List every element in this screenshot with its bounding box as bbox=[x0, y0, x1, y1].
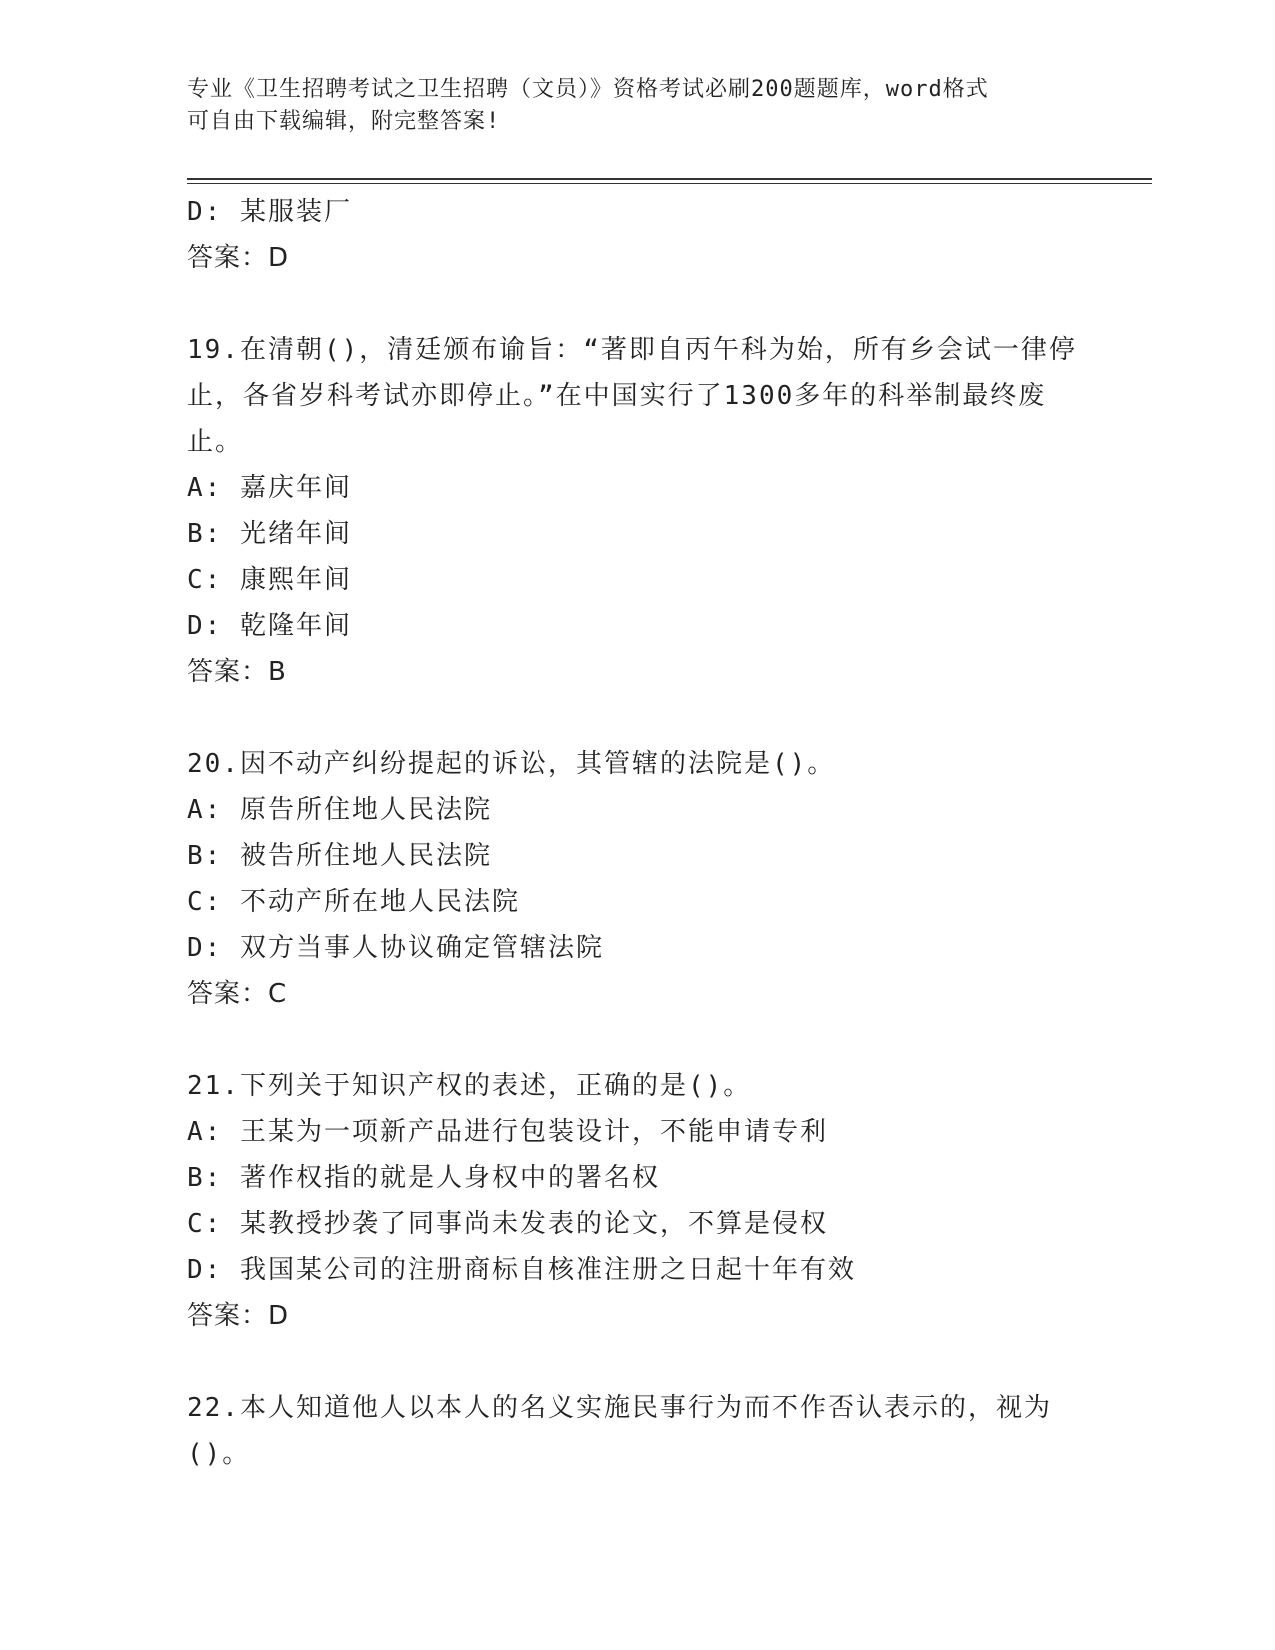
option-d: D: 双方当事人协议确定管辖法院 bbox=[187, 933, 604, 963]
option-c: C: 不动产所在地人民法院 bbox=[187, 887, 520, 917]
question-list bbox=[187, 189, 1087, 1477]
option-b: B: 光绪年间 bbox=[187, 519, 352, 549]
option-a: A: 王某为一项新产品进行包装设计，不能申请专利 bbox=[187, 1117, 828, 1147]
question-20 bbox=[187, 741, 1087, 1017]
spacer bbox=[187, 281, 1087, 327]
answer: 答案：C bbox=[187, 979, 288, 1009]
answer: 答案：D bbox=[187, 1301, 290, 1331]
question-text: 21.下列关于知识产权的表述，正确的是()。 bbox=[187, 1071, 752, 1101]
question-text: 22.本人知道他人以本人的名义实施民事行为而不作否认表示的，视为()。 bbox=[187, 1393, 1052, 1469]
question-text: 20.因不动产纠纷提起的诉讼，其管辖的法院是()。 bbox=[187, 749, 836, 779]
question-19 bbox=[187, 327, 1087, 695]
header-rule-thin bbox=[187, 183, 1152, 184]
option-c: C: 某教授抄袭了同事尚未发表的论文，不算是侵权 bbox=[187, 1209, 828, 1239]
option-d: D: 乾隆年间 bbox=[187, 611, 352, 641]
header-line-2: 可自由下载编辑，附完整答案! bbox=[187, 109, 501, 134]
spacer bbox=[187, 1339, 1087, 1385]
option-d: D: 某服装厂 bbox=[187, 197, 352, 227]
option-b: B: 被告所住地人民法院 bbox=[187, 841, 492, 871]
answer: 答案：B bbox=[187, 657, 287, 687]
header-rule-thick bbox=[187, 178, 1152, 180]
option-d: D: 我国某公司的注册商标自核准注册之日起十年有效 bbox=[187, 1255, 856, 1285]
question-text: 19.在清朝()，清廷颁布谕旨：“著即自丙午科为始，所有乡会试一律停止，各省岁科考试亦即停止。”在中国实行了1300多年的科举制最终废止。 bbox=[187, 335, 1077, 457]
previous-question-tail bbox=[187, 189, 1087, 281]
header-line-1: 专业《卫生招聘考试之卫生招聘（文员）》资格考试必刷200题题库，word格式 bbox=[187, 77, 989, 102]
document-header bbox=[187, 74, 1067, 138]
option-c: C: 康熙年间 bbox=[187, 565, 352, 595]
answer: 答案：D bbox=[187, 243, 290, 273]
spacer bbox=[187, 695, 1087, 741]
option-b: B: 著作权指的就是人身权中的署名权 bbox=[187, 1163, 660, 1193]
option-a: A: 嘉庆年间 bbox=[187, 473, 352, 503]
question-22 bbox=[187, 1385, 1087, 1477]
option-a: A: 原告所住地人民法院 bbox=[187, 795, 492, 825]
question-21 bbox=[187, 1063, 1087, 1339]
spacer bbox=[187, 1017, 1087, 1063]
